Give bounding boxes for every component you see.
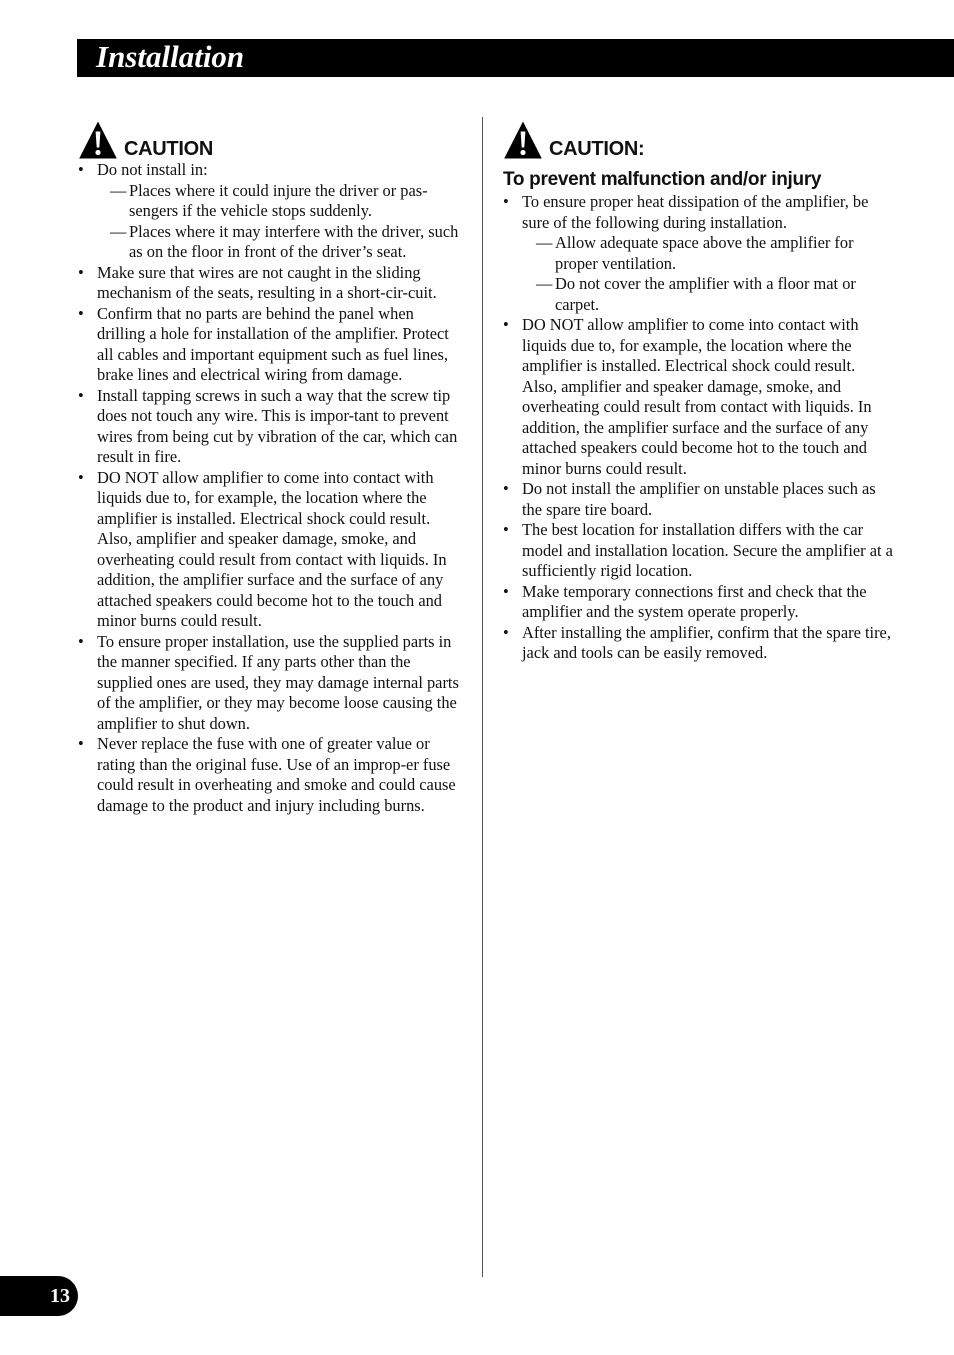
page-title: Installation bbox=[96, 39, 245, 74]
bullet-text: Do not install in: bbox=[97, 160, 208, 179]
bullet-text: After installing the amplifier, confirm that the spare tire, jack and tools can be easily removed. bbox=[522, 622, 891, 662]
caution-list bbox=[503, 192, 893, 664]
bullet-text: DO NOT allow amplifier to come into contact with liquids due to, for example, the location where the amplifier is installed. Electrical shock could result. Also, amplifier and speaker damage, smoke, and overheating could result from contact with liquids. In addition, the amplifier surface and the surface of any attached speakers could become hot to the touch and minor burns could result. bbox=[522, 315, 872, 478]
bullet-item bbox=[503, 520, 893, 582]
warning-triangle-icon bbox=[503, 120, 543, 160]
sub-item bbox=[522, 233, 893, 274]
bullet-text: Never replace the fuse with one of greater value or rating than the original fuse. Use of an improp-er fuse could result in overheating and smoke and could cause damage to the product and injury including burns. bbox=[97, 734, 456, 815]
bullet-text: Confirm that no parts are behind the panel when drilling a hole for installation of the amplifier. Protect all cables and important equipment such as fuel lines, brake lines and electrical wiring from damage. bbox=[97, 303, 449, 384]
header-bar bbox=[77, 39, 954, 77]
left-column bbox=[78, 118, 466, 816]
right-column bbox=[503, 118, 893, 664]
bullet-item bbox=[78, 263, 466, 304]
sub-item-text: Places where it could injure the driver or pas-sengers if the vehicle stops suddenly. bbox=[129, 180, 428, 220]
dash-marker: — bbox=[110, 180, 127, 200]
bullet-item bbox=[503, 315, 893, 479]
dash-marker: — bbox=[110, 221, 127, 241]
sub-item-text: Allow adequate space above the amplifier for proper ventilation. bbox=[555, 233, 854, 273]
bullet-item bbox=[503, 623, 893, 664]
bullet-item bbox=[78, 632, 466, 735]
bullet-text: Make sure that wires are not caught in the sliding mechanism of the seats, resulting in a short-cir-cuit. bbox=[97, 262, 437, 302]
section-subtitle: To prevent malfunction and/or injury bbox=[503, 169, 822, 190]
bullet-item bbox=[78, 468, 466, 632]
bullet-item bbox=[78, 386, 466, 468]
page-number-tab bbox=[0, 1276, 78, 1316]
bullet-text: Make temporary connections first and check that the amplifier and the system operate properly. bbox=[522, 581, 867, 621]
bullet-item bbox=[78, 304, 466, 386]
bullet-item bbox=[78, 734, 466, 816]
caution-title: CAUTION bbox=[124, 138, 214, 160]
column-divider bbox=[482, 117, 483, 1277]
bullet-text: The best location for installation differs with the car model and installation location. Secure the amplifier at a sufficiently rigid location. bbox=[522, 520, 893, 580]
sub-item-text: Places where it may interfere with the driver, such as on the floor in front of the driver’s seat. bbox=[129, 221, 459, 261]
bullet-text: Do not install the amplifier on unstable places such as the spare tire board. bbox=[522, 479, 876, 519]
caution-heading bbox=[78, 118, 466, 160]
caution-title: CAUTION: bbox=[549, 138, 645, 160]
sub-item bbox=[97, 181, 466, 222]
page-number: 13 bbox=[50, 1284, 70, 1307]
bullet-item bbox=[503, 582, 893, 623]
bullet-text: To ensure proper heat dissipation of the amplifier, be sure of the following during installation. bbox=[522, 192, 869, 232]
dash-marker: — bbox=[536, 233, 553, 252]
dash-marker: — bbox=[536, 274, 553, 293]
caution-heading bbox=[503, 118, 893, 160]
bullet-item bbox=[503, 479, 893, 520]
sub-item-text: Do not cover the amplifier with a floor mat or carpet. bbox=[555, 274, 856, 314]
bullet-item bbox=[503, 192, 893, 315]
sub-item bbox=[522, 274, 893, 315]
bullet-item bbox=[78, 160, 466, 263]
sub-item bbox=[97, 222, 466, 263]
bullet-text: Install tapping screws in such a way that the screw tip does not touch any wire. This is impor-tant to prevent wires from being cut by vibration of the car, which can result in fire. bbox=[97, 385, 458, 466]
bullet-text: To ensure proper installation, use the supplied parts in the manner specified. If any parts other than the supplied ones are used, they may damage internal parts of the amplifier, or they may become loose causing the amplifier to shut down. bbox=[97, 631, 459, 733]
warning-triangle-icon bbox=[78, 120, 118, 160]
bullet-text: DO NOT allow amplifier to come into contact with liquids due to, for example, the location where the amplifier is installed. Electrical shock could result. Also, amplifier and speaker damage, smoke, and overheating could result from contact with liquids. In addition, the amplifier surface and the surface of any attached speakers could become hot to the touch and minor burns could result. bbox=[97, 467, 447, 630]
caution-list bbox=[78, 160, 466, 816]
